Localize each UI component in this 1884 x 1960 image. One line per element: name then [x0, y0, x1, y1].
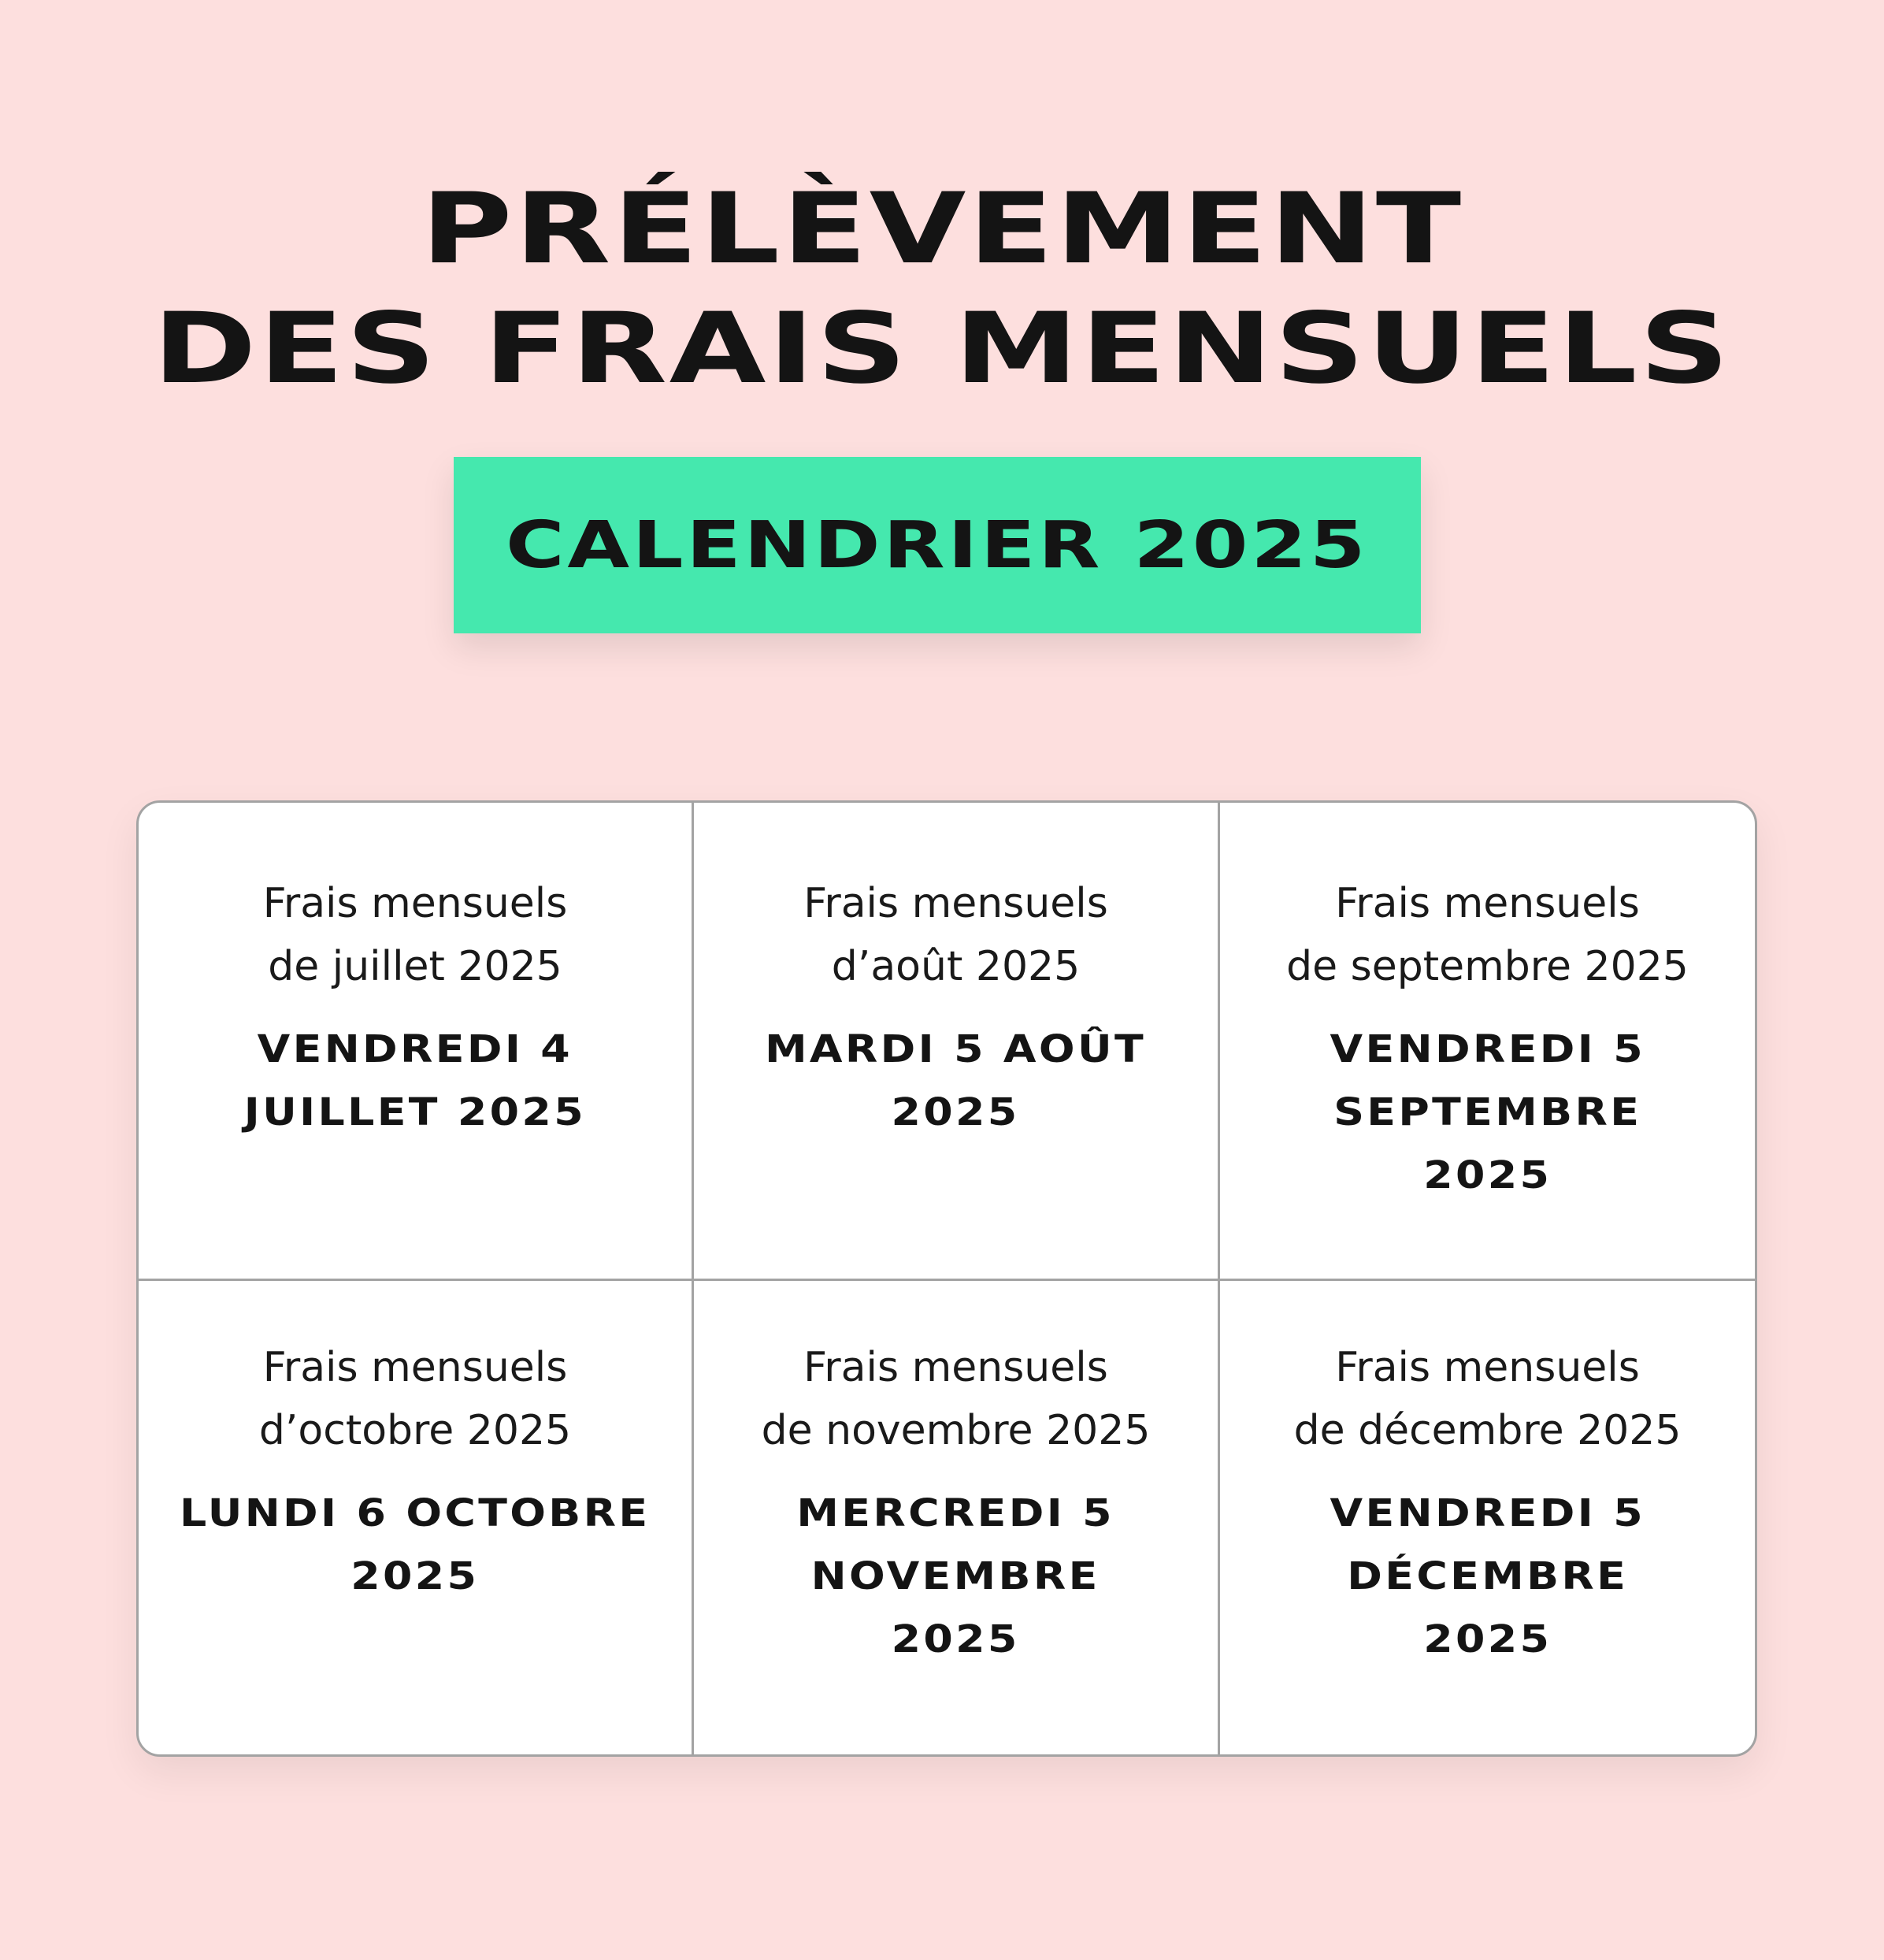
schedule-label: Frais mensuels de décembre 2025: [1293, 1344, 1682, 1454]
schedule-label: Frais mensuels d’août 2025: [803, 880, 1108, 990]
schedule-cell-july: [139, 803, 694, 1281]
schedule-date: LUNDI 6 OCTOBRE 2025: [180, 1491, 651, 1598]
schedule-cell-september: [1220, 803, 1755, 1281]
schedule-date: MARDI 5 AOÛT 2025: [765, 1027, 1147, 1134]
schedule-label: Frais mensuels de juillet 2025: [262, 880, 568, 990]
calendar-badge-label: CALENDRIER 2025: [506, 507, 1369, 583]
schedule-date: VENDREDI 5 DÉCEMBRE 2025: [1330, 1491, 1645, 1661]
calendar-badge: [454, 457, 1421, 633]
schedule-label: Frais mensuels de novembre 2025: [761, 1344, 1151, 1454]
title-line-2: DES FRAIS MENSUELS: [152, 292, 1732, 406]
title-line-1: PRÉLÈVEMENT: [421, 173, 1463, 286]
schedule-date: MERCREDI 5 NOVEMBRE 2025: [796, 1491, 1115, 1661]
schedule-cell-november: [694, 1281, 1220, 1754]
schedule-date: VENDREDI 4 JUILLET 2025: [243, 1027, 587, 1134]
schedule-label: Frais mensuels d’octobre 2025: [258, 1344, 572, 1454]
schedule-cell-december: [1220, 1281, 1755, 1754]
schedule-cell-october: [139, 1281, 694, 1754]
schedule-cell-august: [694, 803, 1220, 1281]
schedule-date: VENDREDI 5 SEPTEMBRE 2025: [1330, 1027, 1645, 1197]
schedule-label: Frais mensuels de septembre 2025: [1286, 880, 1689, 990]
schedule-table: [136, 800, 1757, 1757]
page-title: [0, 169, 1884, 409]
